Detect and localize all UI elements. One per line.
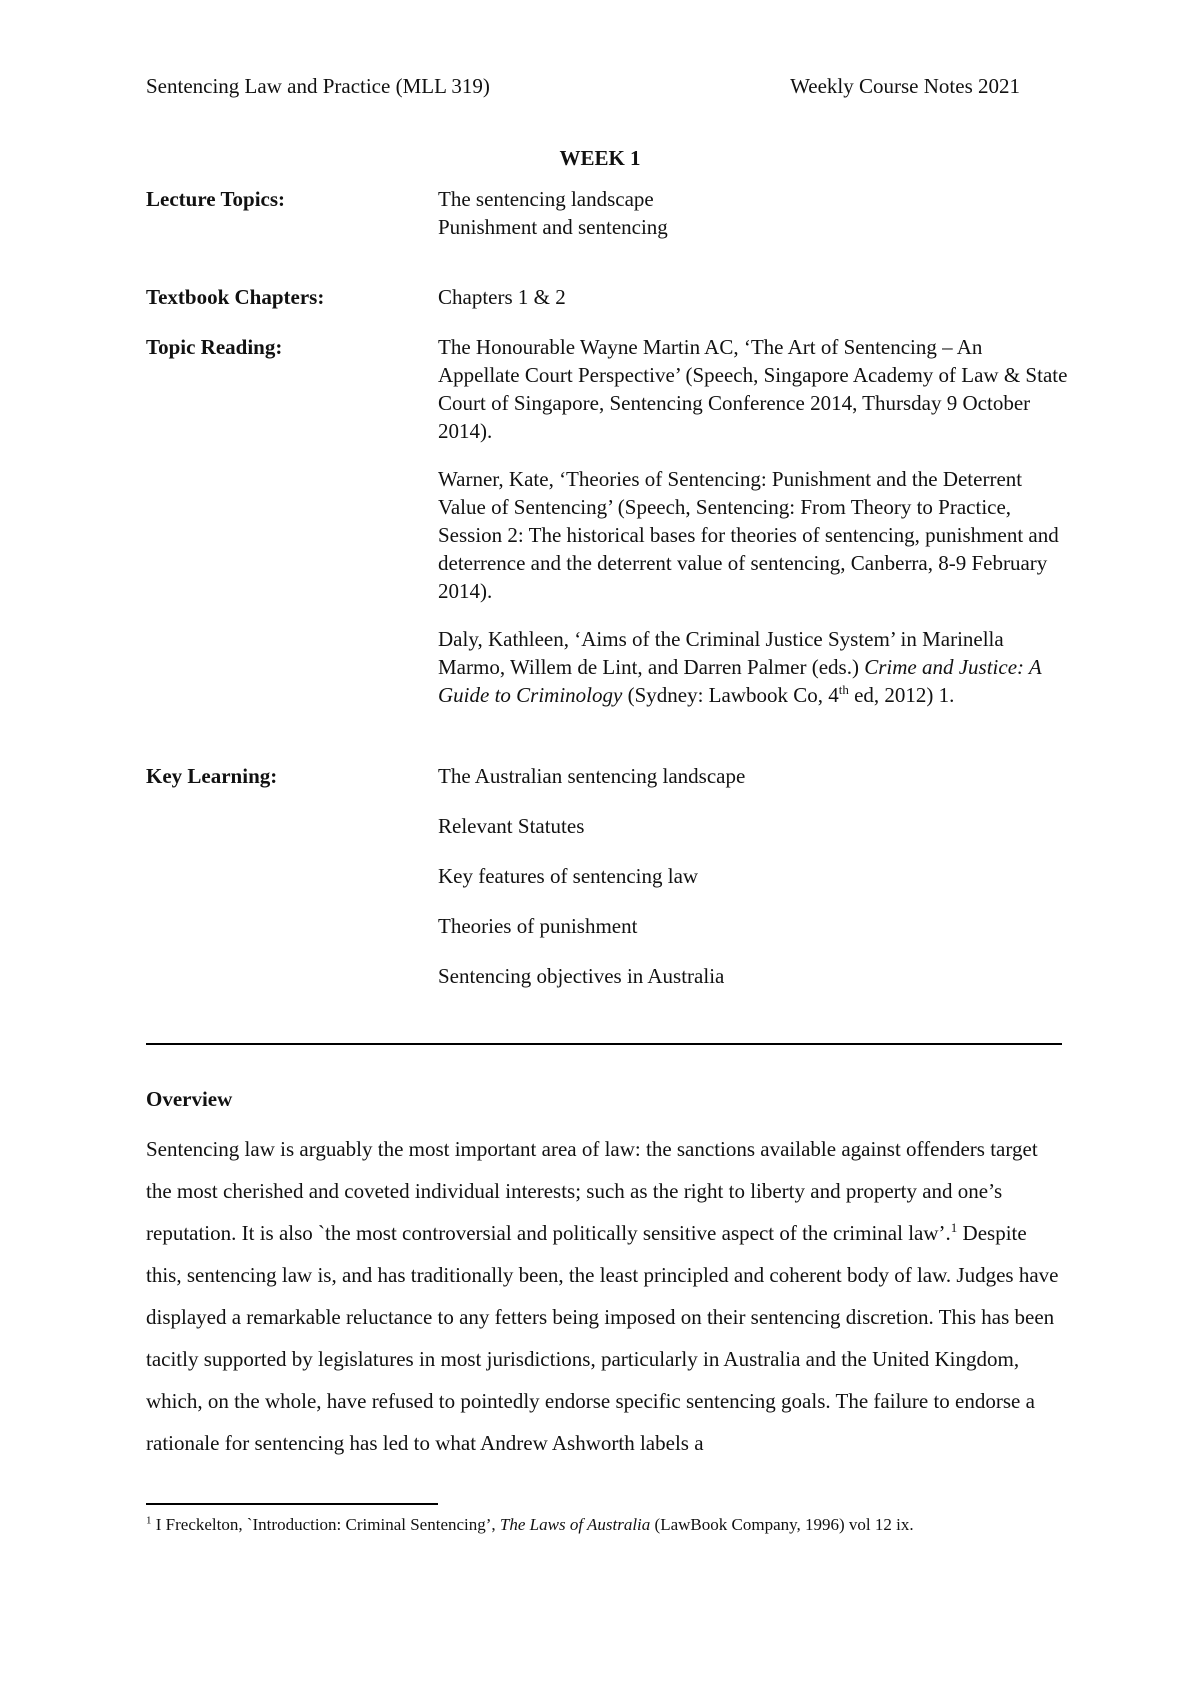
overview-paragraph (146, 1128, 1066, 1464)
week-title: WEEK 1 (559, 146, 641, 170)
footnote (146, 1514, 1066, 1535)
key-learning-item: The Australian sentencing landscape (438, 764, 746, 788)
key-learning-item: Sentencing objectives in Australia (438, 964, 725, 988)
key-learning-item: Key features of sentencing law (438, 864, 699, 888)
footnote-text: (LawBook Company, 1996) vol 12 ix. (650, 1515, 914, 1534)
reading-item (438, 625, 1068, 709)
reading-item: The Honourable Wayne Martin AC, ‘The Art of Sentencing – An Appellate Court Perspective’ (Speech, Singapore Academy of Law & State Court of Singapore, Sentencing Conference 2014, Thursday 9 October 2014). (438, 335, 1068, 443)
overview-body (146, 1128, 1066, 1464)
key-learning-item: Relevant Statutes (438, 814, 585, 838)
textbook-chapters-value: Chapters 1 & 2 (438, 285, 566, 309)
reading-text: ed, 2012) 1. (848, 683, 955, 707)
lecture-topic-item: Punishment and sentencing (438, 215, 668, 239)
footnote-book-title: The Laws of Australia (499, 1515, 651, 1534)
textbook-chapters-label: Textbook Chapters: (146, 285, 325, 309)
overview-text: Sentencing law is arguably the most important area of law: the sanctions available against offenders target the most cherished and coveted individual interests; such as the right to liberty and property and one’s reputation. It is also `the most controversial and politically sensitive aspect of the criminal law’. (146, 1137, 1038, 1245)
section-divider (146, 1043, 1062, 1045)
header-notes-title: Weekly Course Notes 2021 (790, 74, 1020, 98)
overview-heading: Overview (146, 1087, 233, 1111)
lecture-topic-item: The sentencing landscape (438, 187, 654, 211)
lecture-topics-values (438, 185, 1068, 241)
footnote-separator (146, 1503, 438, 1505)
footnote-text: I Freckelton, `Introduction: Criminal Sentencing’, (151, 1515, 500, 1534)
key-learning-item: Theories of punishment (438, 914, 638, 938)
footnote-number: 1 (146, 1514, 152, 1527)
reading-item: Warner, Kate, ‘Theories of Sentencing: Punishment and the Deterrent Value of Sentencing’ (Speech, Sentencing: From Theory to Practice, Session 2: The historical bases for theories of sentencing, punishment and deterrence and the deterrent value of sentencing, Canberra, 8-9 February 2014). (438, 467, 1059, 603)
topic-reading-label: Topic Reading: (146, 335, 283, 359)
key-learning-label: Key Learning: (146, 764, 278, 788)
topic-reading-values (438, 333, 1068, 709)
header-course-title: Sentencing Law and Practice (MLL 319) (146, 74, 490, 98)
reading-text: (Sydney: Lawbook Co, 4 (622, 683, 839, 707)
overview-text: Despite this, sentencing law is, and has traditionally been, the least principled and coherent body of law. Judges have displayed a remarkable reluctance to any fetters being imposed on their sentencing discretion. This has been tacitly supported by legislatures in most jurisdictions, particularly in Australia and the United Kingdom, which, on the whole, have refused to pointedly endorse specific sentencing goals. The failure to endorse a rationale for sentencing has led to what Andrew Ashworth labels a (146, 1221, 1059, 1455)
lecture-topics-label: Lecture Topics: (146, 187, 286, 211)
reading-text: Daly, Kathleen, ‘Aims of the Criminal Justice System’ in Marinella Marmo, Willem de Lint, and Darren Palmer (eds.) (438, 627, 1004, 679)
ordinal-suffix: th (838, 682, 849, 697)
footnote-reference[interactable]: 1 (950, 1220, 958, 1235)
reading-book-title: Crime and Justice: A Guide to Criminology (438, 655, 1042, 707)
key-learning-values (438, 762, 1068, 990)
